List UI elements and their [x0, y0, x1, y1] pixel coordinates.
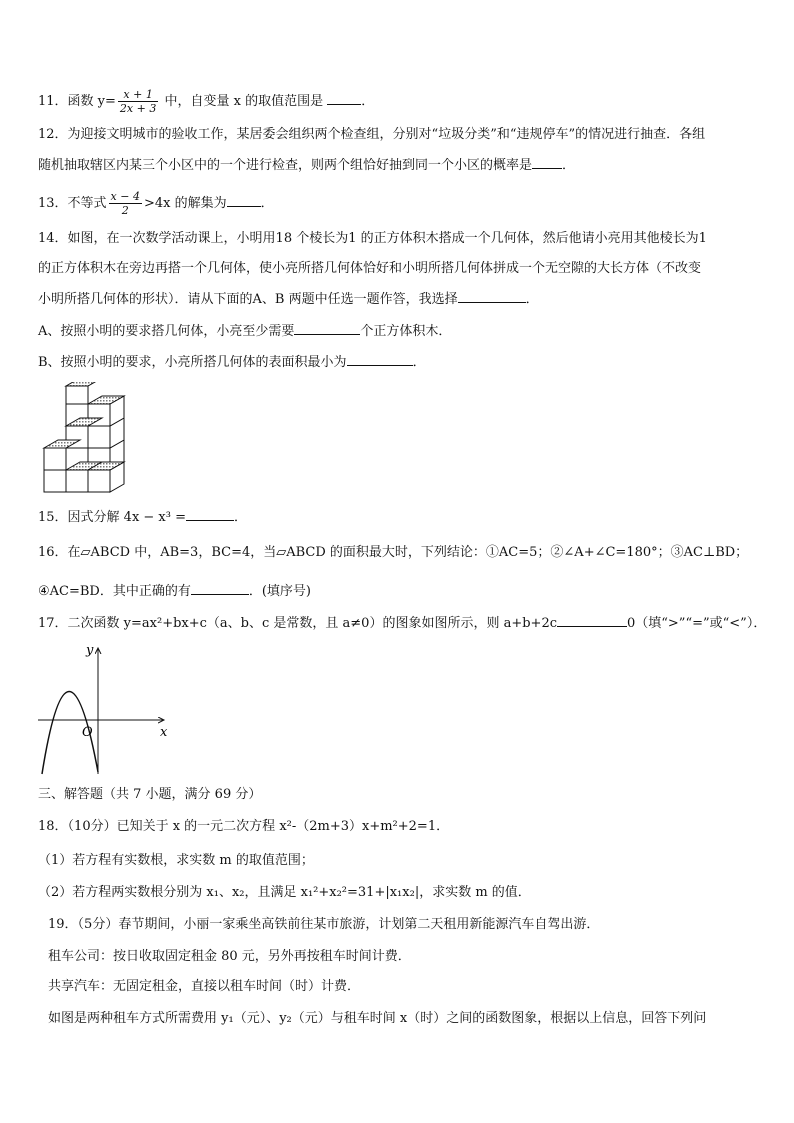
q13-end: ．	[260, 196, 274, 211]
q13-fraction	[109, 190, 142, 217]
q12-line-2	[38, 156, 575, 175]
q12-answer-blank[interactable]	[532, 156, 562, 169]
q16-answer-blank[interactable]	[191, 582, 249, 595]
q14-line-3-text: 小明所搭几何体的形状）．请从下面的A、B 两题中任选一题作答，我选择	[38, 292, 458, 307]
q13-answer-blank[interactable]	[227, 194, 261, 207]
q18-part-2: （2）若方程两实数根分别为 x₁、x₂，且满足 x₁²+x₂²=31+|x₁x₂|，求实数 m 的值．	[38, 885, 531, 900]
q14-line-1: 14．如图，在一次数学活动课上，小明用18 个棱长为1 的正方体积木搭成一个几何体，然后他请小亮用其他棱长为1	[38, 231, 707, 246]
question-17	[38, 614, 766, 633]
q16-line-1: 16．在▱ABCD 中，AB=3，BC=4，当▱ABCD 的面积最大时，下列结论：①AC=5；②∠A+∠C=180°；③AC⊥BD；	[38, 545, 749, 560]
cube-stack-figure	[40, 382, 138, 496]
parabola-graph-figure	[36, 640, 172, 778]
q19-graph-description: 如图是两种租车方式所需费用 y₁（元）、y₂（元）与租车时间 x（时）之间的函数图象，根据以上信息，回答下列问	[48, 1011, 707, 1026]
q16-line-2-prefix: ④AC=BD．其中正确的有	[38, 584, 191, 599]
q17-prefix: 17．二次函数 y=ax²+bx+c（a、b、c 是常数，且 a≠0）的图象如图所示，则 a+b+2c	[38, 616, 557, 631]
q15-answer-blank[interactable]	[186, 508, 234, 521]
question-11	[38, 88, 374, 115]
q12-line-1: 12．为迎接文明城市的验收工作，某居委会组织两个检查组，分别对“垃圾分类”和“违规停车”的情况进行抽查．各组	[38, 127, 706, 142]
section-3-heading: 三、解答题（共 7 小题，满分 69 分）	[38, 787, 262, 802]
q14-option-b-prefix: B、按照小明的要求，小亮所搭几何体的表面积最小为	[38, 355, 347, 370]
q14-option-a-blank[interactable]	[294, 322, 360, 335]
q14-choice-blank[interactable]	[458, 290, 526, 303]
q13-suffix: >4x 的解集为	[143, 196, 227, 211]
q12-end: ．	[562, 158, 576, 173]
y-axis-label: y	[86, 643, 94, 658]
q14-option-a-prefix: A、按照小明的要求搭几何体，小亮至少需要	[38, 324, 295, 339]
q17-suffix: 0（填“>”“=”或“<”）．	[627, 616, 767, 631]
q14-option-a-suffix: 个正方体积木．	[360, 324, 452, 339]
question-15	[38, 508, 247, 527]
q11-fraction-numerator: x + 1	[118, 88, 158, 102]
q15-end: ．	[234, 510, 248, 525]
q14-option-b	[38, 353, 426, 372]
q18-stem: 18．（10分）已知关于 x 的一元二次方程 x²-（2m+3）x+m²+2=1．	[38, 819, 450, 834]
x-axis-label: x	[160, 725, 168, 740]
question-13	[38, 190, 274, 217]
q14-line-2: 的正方体积木在旁边再搭一个几何体，使小亮所搭几何体恰好和小明所搭几何体拼成一个无空隙的大长方体（不改变	[38, 261, 702, 276]
q18-part-1: （1）若方程有实数根，求实数 m 的取值范围；	[38, 853, 314, 868]
q19-shared-car: 共享汽车：无固定租金，直接以租车时间（时）计费．	[48, 979, 361, 994]
q16-line-2	[38, 582, 311, 601]
q14-line-3-end: ．	[525, 292, 539, 307]
q16-line-2-suffix: ．(填序号)	[248, 584, 312, 599]
q11-fraction-denominator: 2x + 3	[119, 102, 157, 115]
q11-end: ．	[361, 94, 375, 109]
q14-line-3	[38, 290, 539, 309]
q14-option-a	[38, 322, 451, 341]
q14-option-b-end: ．	[412, 355, 426, 370]
q11-suffix: 中，自变量 x 的取值范围是	[160, 94, 324, 109]
q19-stem: 19．（5分）春节期间，小丽一家乘坐高铁前往某市旅游，计划第二天租用新能源汽车自驾出游．	[48, 917, 600, 932]
q12-line-2-text: 随机抽取辖区内某三个小区中的一个进行检查，则两个组恰好抽到同一个小区的概率是	[38, 158, 533, 173]
q11-answer-blank[interactable]	[327, 92, 361, 105]
q17-answer-blank[interactable]	[557, 614, 627, 627]
q19-rental-company: 租车公司：按日收取固定租金 80 元，另外再按租车时间计费．	[48, 949, 411, 964]
q13-prefix: 13．不等式	[38, 196, 107, 211]
origin-label: O	[82, 725, 93, 740]
q11-fraction	[118, 88, 158, 115]
q13-fraction-numerator: x − 4	[110, 190, 140, 203]
q15-prefix: 15．因式分解 4x − x³ =	[38, 510, 187, 525]
q13-fraction-denominator: 2	[121, 204, 129, 217]
q11-prefix: 11．函数 y=	[38, 94, 116, 109]
q14-option-b-blank[interactable]	[347, 353, 413, 366]
